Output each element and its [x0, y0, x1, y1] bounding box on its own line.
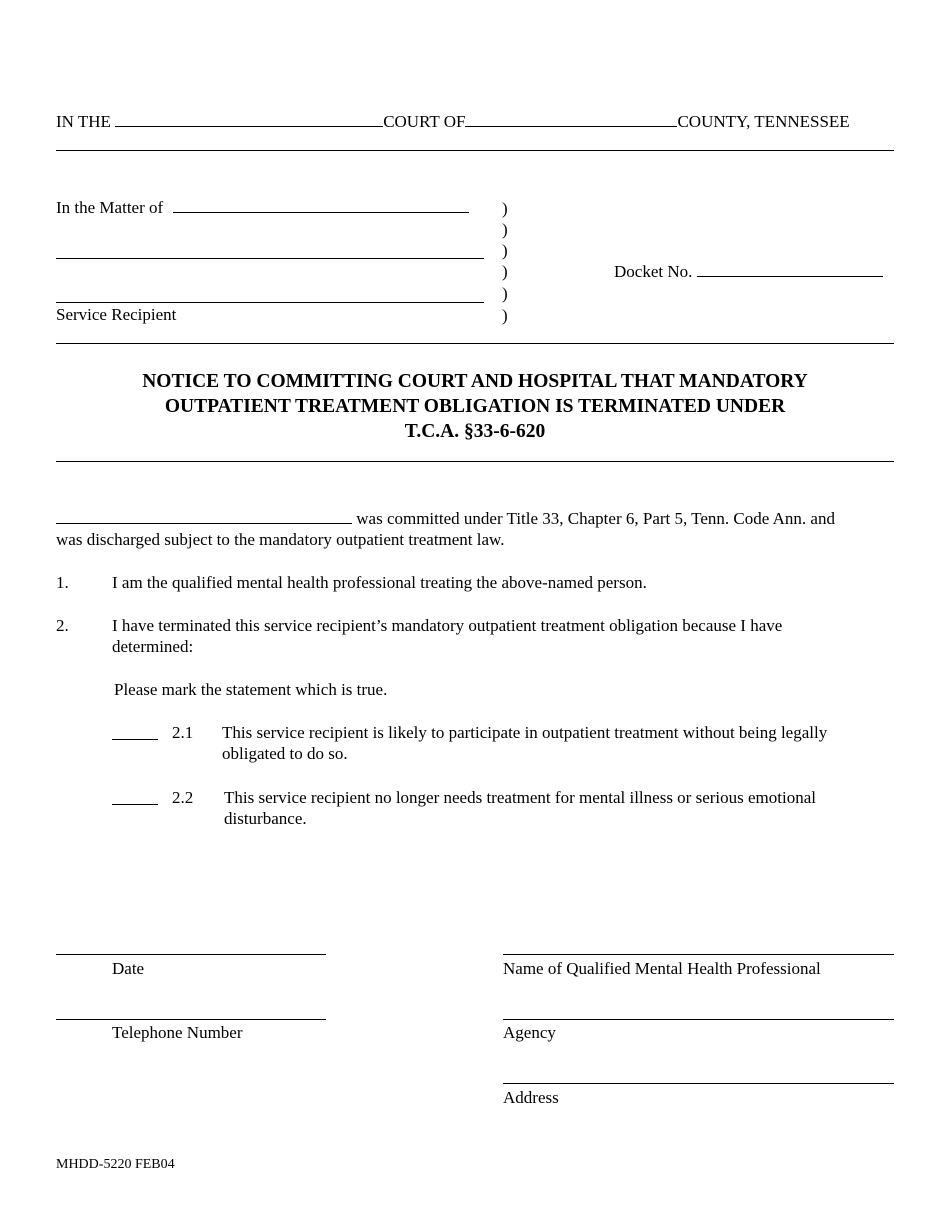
matter-name-field[interactable]	[173, 198, 469, 213]
caption-paren-3: )	[502, 241, 508, 260]
title-divider	[56, 461, 894, 462]
court-header	[56, 112, 850, 132]
court-of-label: COURT OF	[383, 112, 466, 131]
address-label: Address	[503, 1088, 559, 1107]
telephone-label: Telephone Number	[112, 1023, 243, 1042]
matter-name-line-3[interactable]	[56, 302, 484, 303]
caption-paren-2: )	[502, 220, 508, 239]
form-id: MHDD-5220 FEB04	[56, 1157, 175, 1172]
in-matter-of-label: In the Matter of	[56, 198, 164, 217]
option-2-1-text-2: obligated to do so.	[222, 744, 348, 763]
caption-paren-1: )	[502, 199, 508, 218]
county-name-field[interactable]	[465, 112, 677, 127]
caption-paren-4: )	[502, 262, 508, 281]
agency-label: Agency	[503, 1023, 556, 1042]
county-label: COUNTY, TENNESSEE	[677, 112, 850, 131]
agency-field-line[interactable]	[503, 1019, 894, 1020]
option-2-2-number: 2.2	[172, 788, 194, 807]
item-2-text-2: determined:	[112, 637, 194, 656]
matter-line	[56, 198, 469, 218]
caption-divider	[56, 343, 894, 344]
date-field-line[interactable]	[56, 954, 326, 955]
form-title-line-3: T.C.A. §33-6-620	[404, 421, 546, 442]
option-2-1-number: 2.1	[172, 723, 194, 742]
committed-text-2: was discharged subject to the mandatory outpatient treatment law.	[56, 530, 505, 549]
option-2-1-text-1: This service recipient is likely to participate in outpatient treatment without being legally	[222, 723, 828, 742]
item-1-number: 1.	[56, 573, 69, 592]
telephone-field-line[interactable]	[56, 1019, 326, 1020]
caption-paren-5: )	[502, 284, 508, 303]
item-1-text: I am the qualified mental health professional treating the above-named person.	[112, 573, 647, 592]
option-2-2-text-1: This service recipient no longer needs treatment for mental illness or serious emotional	[224, 788, 816, 807]
committed-text: was committed under Title 33, Chapter 6, Part 5, Tenn. Code Ann. and	[356, 509, 835, 528]
docket-line	[614, 262, 883, 282]
caption-paren-6: )	[502, 306, 508, 325]
person-name-field[interactable]	[56, 509, 352, 524]
service-recipient-label: Service Recipient	[56, 305, 177, 324]
item-2-text-1: I have terminated this service recipient’s mandatory outpatient treatment obligation because I have	[112, 616, 783, 635]
docket-label: Docket No.	[614, 262, 693, 281]
instruction-text: Please mark the statement which is true.	[114, 680, 388, 699]
address-field-line[interactable]	[503, 1083, 894, 1084]
form-title-line-1: NOTICE TO COMMITTING COURT AND HOSPITAL THAT MANDATORY	[142, 371, 808, 392]
professional-name-field-line[interactable]	[503, 954, 894, 955]
committed-paragraph	[56, 509, 835, 529]
professional-name-label: Name of Qualified Mental Health Professional	[503, 959, 821, 978]
option-2-2-text-2: disturbance.	[224, 809, 307, 828]
date-label: Date	[112, 959, 145, 978]
form-title-line-2: OUTPATIENT TREATMENT OBLIGATION IS TERMINATED UNDER	[164, 396, 786, 417]
docket-number-field[interactable]	[697, 262, 883, 277]
court-name-field[interactable]	[115, 112, 383, 127]
item-2-number: 2.	[56, 616, 69, 635]
option-2-1-checkbox-line[interactable]	[112, 739, 158, 740]
option-2-2-checkbox-line[interactable]	[112, 804, 158, 805]
header-divider	[56, 150, 894, 151]
in-the-label: IN THE	[56, 112, 111, 131]
matter-name-line-2[interactable]	[56, 258, 484, 259]
